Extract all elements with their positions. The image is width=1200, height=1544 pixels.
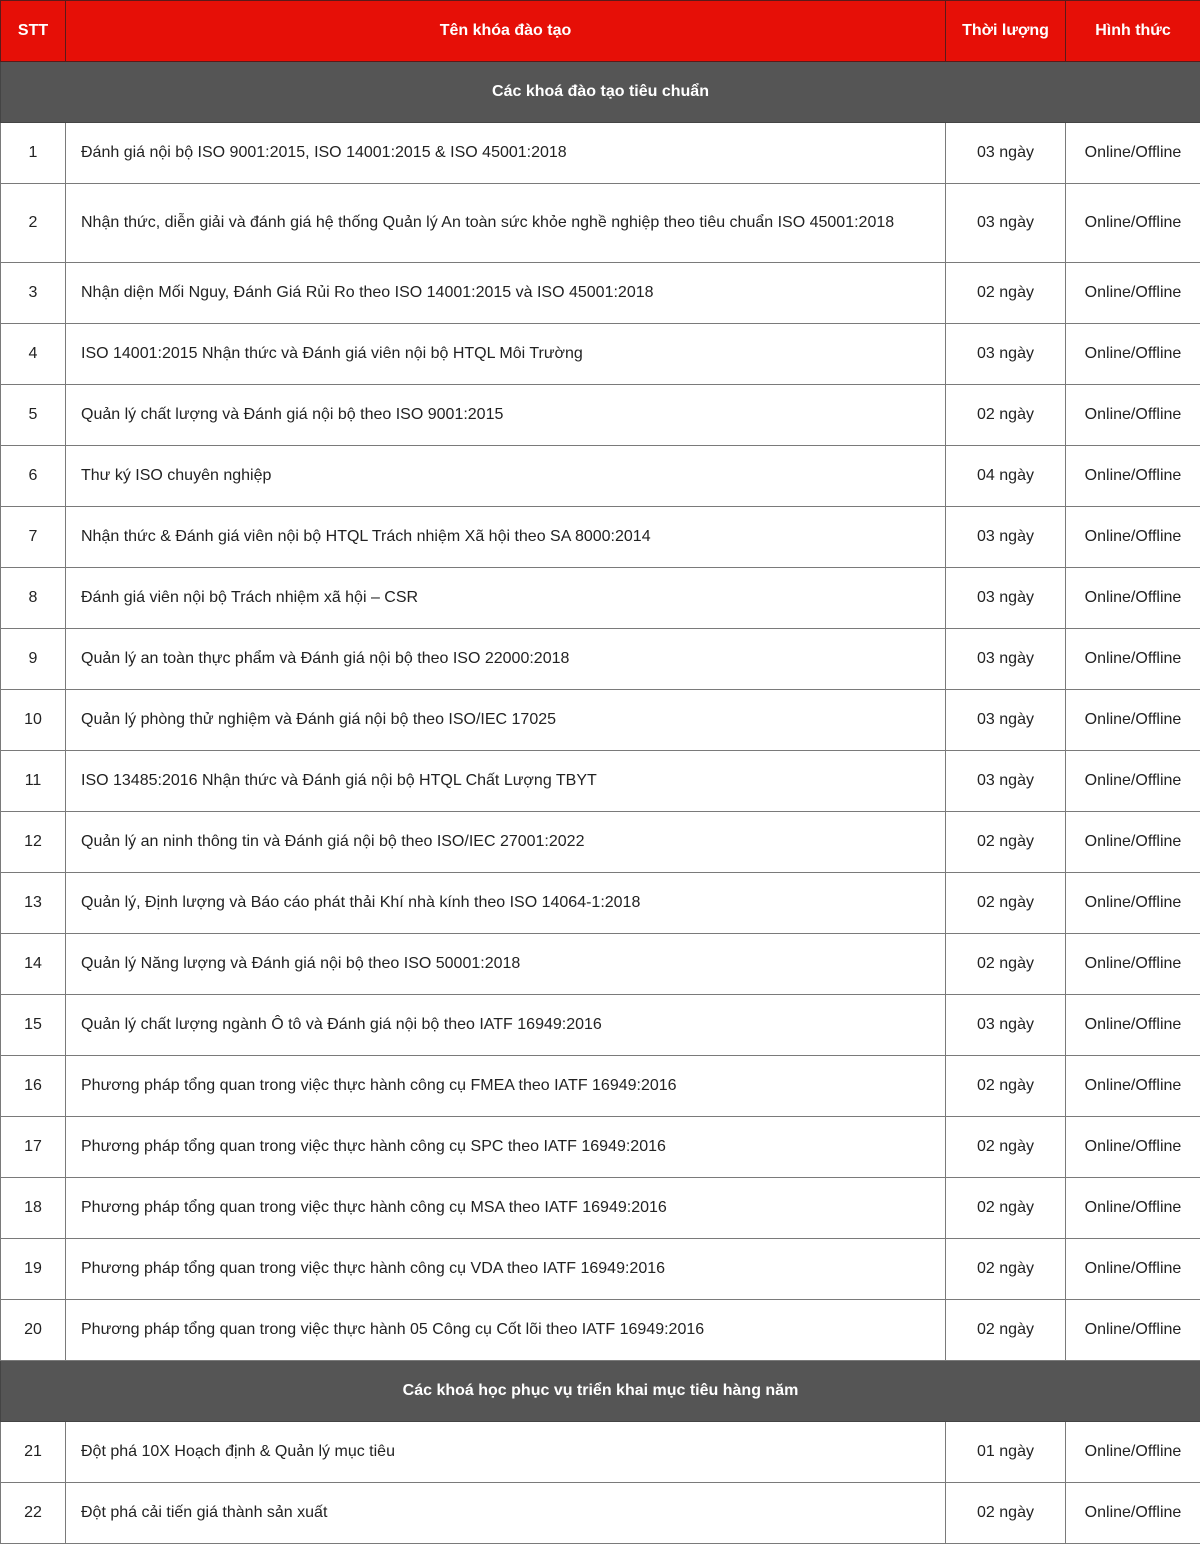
course-duration: 02 ngày: [946, 1239, 1066, 1300]
course-name: Quản lý an ninh thông tin và Đánh giá nội bộ theo ISO/IEC 27001:2022: [66, 812, 946, 873]
table-row: [1, 873, 1200, 934]
section-title: Các khoá đào tạo tiêu chuẩn: [1, 62, 1200, 123]
row-number: 5: [1, 385, 66, 446]
row-number: 19: [1, 1239, 66, 1300]
course-duration: 03 ngày: [946, 690, 1066, 751]
row-number: 2: [1, 184, 66, 263]
course-duration: 03 ngày: [946, 123, 1066, 184]
row-number: 21: [1, 1422, 66, 1483]
course-name: Quản lý phòng thử nghiệm và Đánh giá nội bộ theo ISO/IEC 17025: [66, 690, 946, 751]
header-course-name: Tên khóa đào tạo: [66, 1, 946, 62]
course-format: Online/Offline: [1066, 1300, 1200, 1361]
course-format: Online/Offline: [1066, 995, 1200, 1056]
row-number: 13: [1, 873, 66, 934]
table-row: [1, 263, 1200, 324]
course-format: Online/Offline: [1066, 1178, 1200, 1239]
course-duration: 03 ngày: [946, 751, 1066, 812]
course-name: Nhận thức & Đánh giá viên nội bộ HTQL Trách nhiệm Xã hội theo SA 8000:2014: [66, 507, 946, 568]
table-row: [1, 1117, 1200, 1178]
course-name: ISO 14001:2015 Nhận thức và Đánh giá viên nội bộ HTQL Môi Trường: [66, 324, 946, 385]
course-duration: 03 ngày: [946, 324, 1066, 385]
course-name: Phương pháp tổng quan trong việc thực hành công cụ VDA theo IATF 16949:2016: [66, 1239, 946, 1300]
table-row: [1, 446, 1200, 507]
course-name: Đột phá cải tiến giá thành sản xuất: [66, 1483, 946, 1544]
course-name: Nhận diện Mối Nguy, Đánh Giá Rủi Ro theo ISO 14001:2015 và ISO 45001:2018: [66, 263, 946, 324]
course-format: Online/Offline: [1066, 1483, 1200, 1544]
course-duration: 03 ngày: [946, 629, 1066, 690]
course-name: Thư ký ISO chuyên nghiệp: [66, 446, 946, 507]
course-duration: 02 ngày: [946, 812, 1066, 873]
course-duration: 03 ngày: [946, 568, 1066, 629]
table-row: [1, 1178, 1200, 1239]
header-stt: STT: [1, 1, 66, 62]
course-name: Đột phá 10X Hoạch định & Quản lý mục tiêu: [66, 1422, 946, 1483]
row-number: 3: [1, 263, 66, 324]
table-row: [1, 751, 1200, 812]
table-row: [1, 1239, 1200, 1300]
table-row: [1, 385, 1200, 446]
course-duration: 03 ngày: [946, 507, 1066, 568]
course-name: Quản lý, Định lượng và Báo cáo phát thải Khí nhà kính theo ISO 14064-1:2018: [66, 873, 946, 934]
course-name: Phương pháp tổng quan trong việc thực hành công cụ SPC theo IATF 16949:2016: [66, 1117, 946, 1178]
table-row: [1, 1422, 1200, 1483]
course-name: Quản lý chất lượng ngành Ô tô và Đánh giá nội bộ theo IATF 16949:2016: [66, 995, 946, 1056]
course-name: Nhận thức, diễn giải và đánh giá hệ thống Quản lý An toàn sức khỏe nghề nghiệp theo tiêu chuẩn ISO 45001:2018: [66, 184, 946, 263]
row-number: 10: [1, 690, 66, 751]
course-format: Online/Offline: [1066, 812, 1200, 873]
row-number: 7: [1, 507, 66, 568]
course-format: Online/Offline: [1066, 507, 1200, 568]
course-format: Online/Offline: [1066, 568, 1200, 629]
course-format: Online/Offline: [1066, 934, 1200, 995]
course-format: Online/Offline: [1066, 184, 1200, 263]
course-duration: 02 ngày: [946, 1483, 1066, 1544]
row-number: 18: [1, 1178, 66, 1239]
course-format: Online/Offline: [1066, 751, 1200, 812]
course-duration: 02 ngày: [946, 1178, 1066, 1239]
row-number: 4: [1, 324, 66, 385]
course-name: Quản lý chất lượng và Đánh giá nội bộ theo ISO 9001:2015: [66, 385, 946, 446]
row-number: 16: [1, 1056, 66, 1117]
row-number: 20: [1, 1300, 66, 1361]
course-duration: 02 ngày: [946, 1300, 1066, 1361]
course-name: ISO 13485:2016 Nhận thức và Đánh giá nội bộ HTQL Chất Lượng TBYT: [66, 751, 946, 812]
row-number: 9: [1, 629, 66, 690]
course-format: Online/Offline: [1066, 629, 1200, 690]
course-format: Online/Offline: [1066, 385, 1200, 446]
course-format: Online/Offline: [1066, 690, 1200, 751]
course-format: Online/Offline: [1066, 1117, 1200, 1178]
header-duration: Thời lượng: [946, 1, 1066, 62]
table-row: [1, 184, 1200, 263]
course-duration: 03 ngày: [946, 995, 1066, 1056]
section-title: Các khoá học phục vụ triển khai mục tiêu hàng năm: [1, 1361, 1200, 1422]
table-row: [1, 507, 1200, 568]
course-format: Online/Offline: [1066, 1422, 1200, 1483]
table-row: [1, 568, 1200, 629]
course-name: Đánh giá viên nội bộ Trách nhiệm xã hội – CSR: [66, 568, 946, 629]
table-row: [1, 812, 1200, 873]
course-duration: 02 ngày: [946, 1056, 1066, 1117]
table-row: [1, 934, 1200, 995]
course-duration: 03 ngày: [946, 184, 1066, 263]
table-row: [1, 1300, 1200, 1361]
course-name: Đánh giá nội bộ ISO 9001:2015, ISO 14001:2015 & ISO 45001:2018: [66, 123, 946, 184]
course-name: Quản lý an toàn thực phẩm và Đánh giá nội bộ theo ISO 22000:2018: [66, 629, 946, 690]
table-row: [1, 1056, 1200, 1117]
table-row: [1, 324, 1200, 385]
course-name: Phương pháp tổng quan trong việc thực hành 05 Công cụ Cốt lõi theo IATF 16949:2016: [66, 1300, 946, 1361]
course-format: Online/Offline: [1066, 446, 1200, 507]
row-number: 11: [1, 751, 66, 812]
section-header-row: [1, 1361, 1200, 1422]
table-header-row: [1, 1, 1200, 62]
row-number: 6: [1, 446, 66, 507]
course-duration: 02 ngày: [946, 263, 1066, 324]
row-number: 14: [1, 934, 66, 995]
course-duration: 02 ngày: [946, 934, 1066, 995]
row-number: 15: [1, 995, 66, 1056]
course-duration: 04 ngày: [946, 446, 1066, 507]
course-format: Online/Offline: [1066, 263, 1200, 324]
course-duration: 02 ngày: [946, 385, 1066, 446]
course-duration: 02 ngày: [946, 1117, 1066, 1178]
header-format: Hình thức: [1066, 1, 1200, 62]
table-row: [1, 629, 1200, 690]
table-row: [1, 123, 1200, 184]
course-format: Online/Offline: [1066, 1239, 1200, 1300]
row-number: 12: [1, 812, 66, 873]
course-format: Online/Offline: [1066, 123, 1200, 184]
table-row: [1, 690, 1200, 751]
course-name: Quản lý Năng lượng và Đánh giá nội bộ theo ISO 50001:2018: [66, 934, 946, 995]
row-number: 8: [1, 568, 66, 629]
course-format: Online/Offline: [1066, 1056, 1200, 1117]
table-row: [1, 1483, 1200, 1544]
course-name: Phương pháp tổng quan trong việc thực hành công cụ FMEA theo IATF 16949:2016: [66, 1056, 946, 1117]
row-number: 1: [1, 123, 66, 184]
section-header-row: [1, 62, 1200, 123]
course-duration: 01 ngày: [946, 1422, 1066, 1483]
course-name: Phương pháp tổng quan trong việc thực hành công cụ MSA theo IATF 16949:2016: [66, 1178, 946, 1239]
course-format: Online/Offline: [1066, 324, 1200, 385]
row-number: 22: [1, 1483, 66, 1544]
course-duration: 02 ngày: [946, 873, 1066, 934]
row-number: 17: [1, 1117, 66, 1178]
table-row: [1, 995, 1200, 1056]
course-format: Online/Offline: [1066, 873, 1200, 934]
